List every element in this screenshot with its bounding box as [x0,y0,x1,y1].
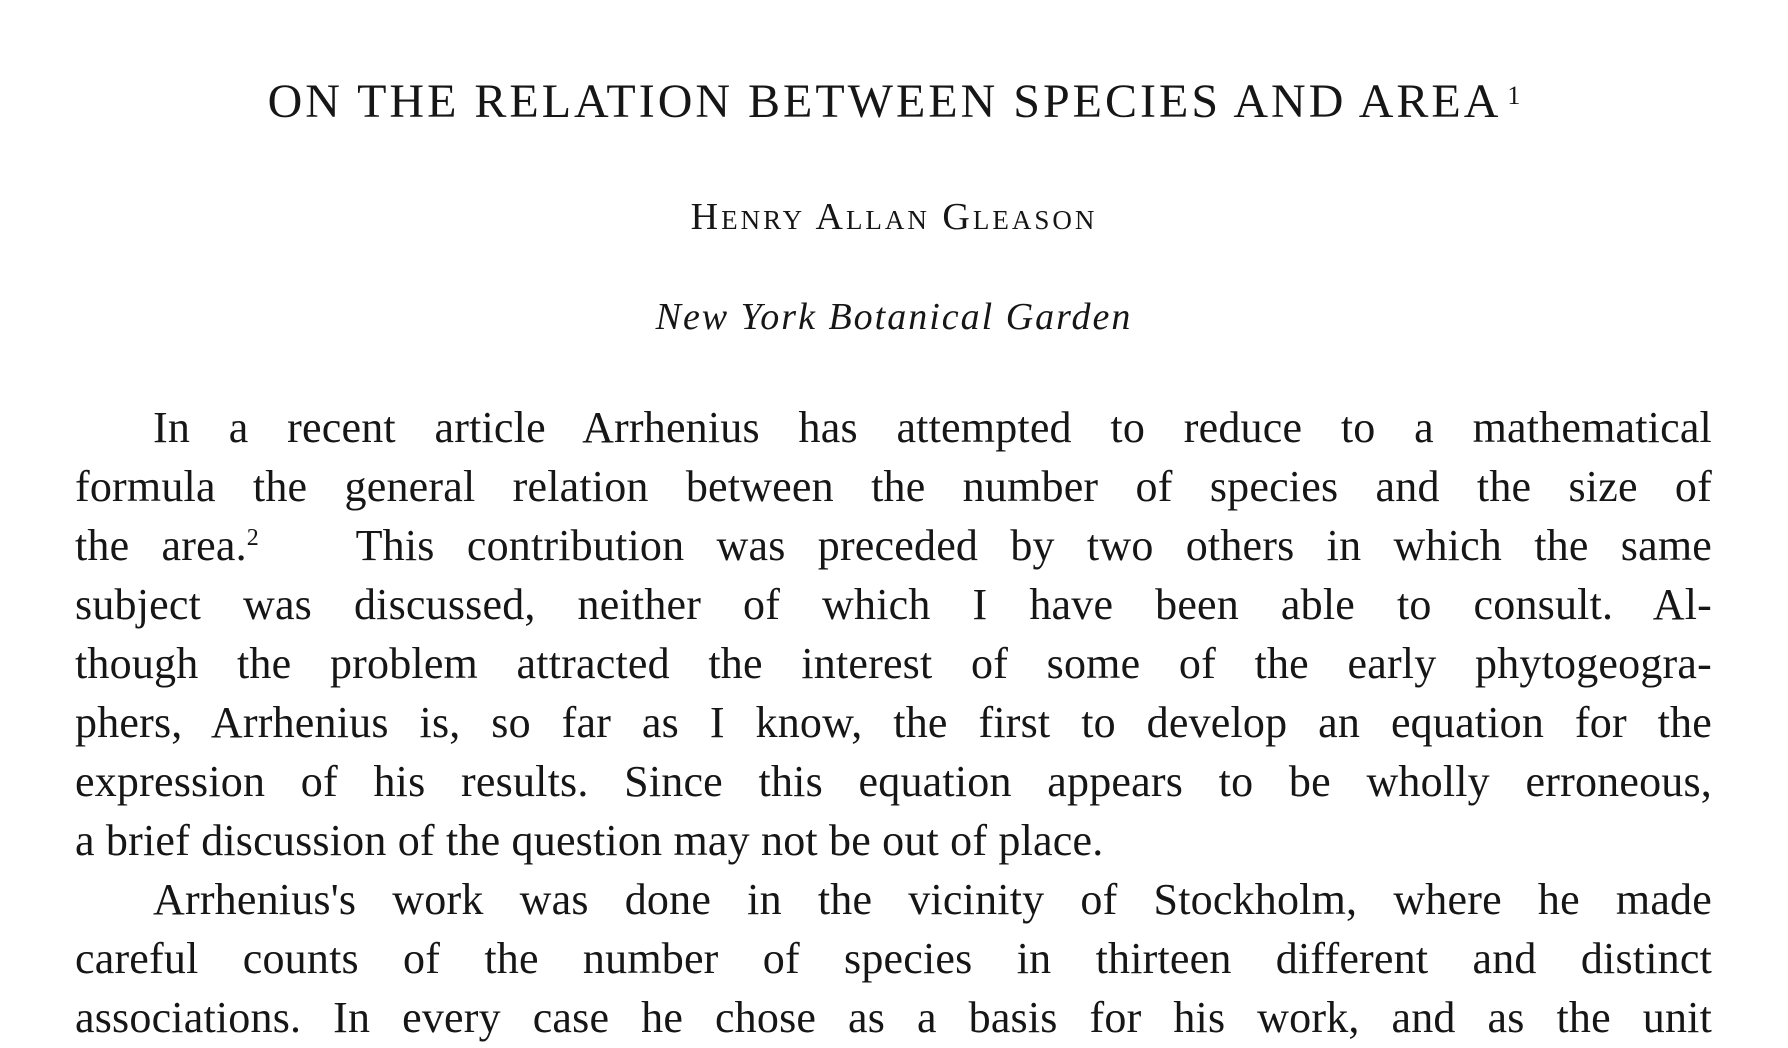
paragraph-1 [75,398,1712,870]
paragraph-line-rest: This contribution was preceded by two others in which the same [355,521,1712,570]
title-footnote-mark: 1 [1507,81,1521,110]
paragraph-line: associations. In every case he chose as a basis for his work, and as the unit [75,993,1712,1042]
author-affiliation: New York Botanical Garden [655,296,1133,338]
article-title [0,72,1788,132]
paragraph-line: expression of his results. Since this equation appears to be wholly erroneous, [75,757,1712,806]
paragraph-line: though the problem attracted the interest of some of the early phytogeogra- [75,639,1712,688]
article-body [75,398,1712,1047]
paragraph-line-with-footnote [75,516,1712,575]
paragraph-line: In a recent article Arrhenius has attempted to reduce to a mathematical [153,403,1712,452]
paragraph-line: formula the general relation between the number of species and the size of [75,462,1712,511]
paragraph-line-start: the area. [75,521,247,570]
author-name: Henry Allan Gleason [690,196,1098,238]
paragraph-line: careful counts of the number of species in thirteen different and distinct [75,934,1712,983]
paragraph-line: phers, Arrhenius is, so far as I know, the first to develop an equation for the [75,698,1712,747]
article-title-text: ON THE RELATION BETWEEN SPECIES AND AREA [267,75,1502,128]
footnote-mark-2: 2 [246,525,259,551]
paragraph-line: a brief discussion of the question may not be out of place. [75,816,1104,865]
paragraph-2 [75,870,1712,1047]
paragraph-line: subject was discussed, neither of which I have been able to consult. Al- [75,580,1712,629]
paragraph-line: Arrhenius's work was done in the vicinity of Stockholm, where he made [153,875,1712,924]
